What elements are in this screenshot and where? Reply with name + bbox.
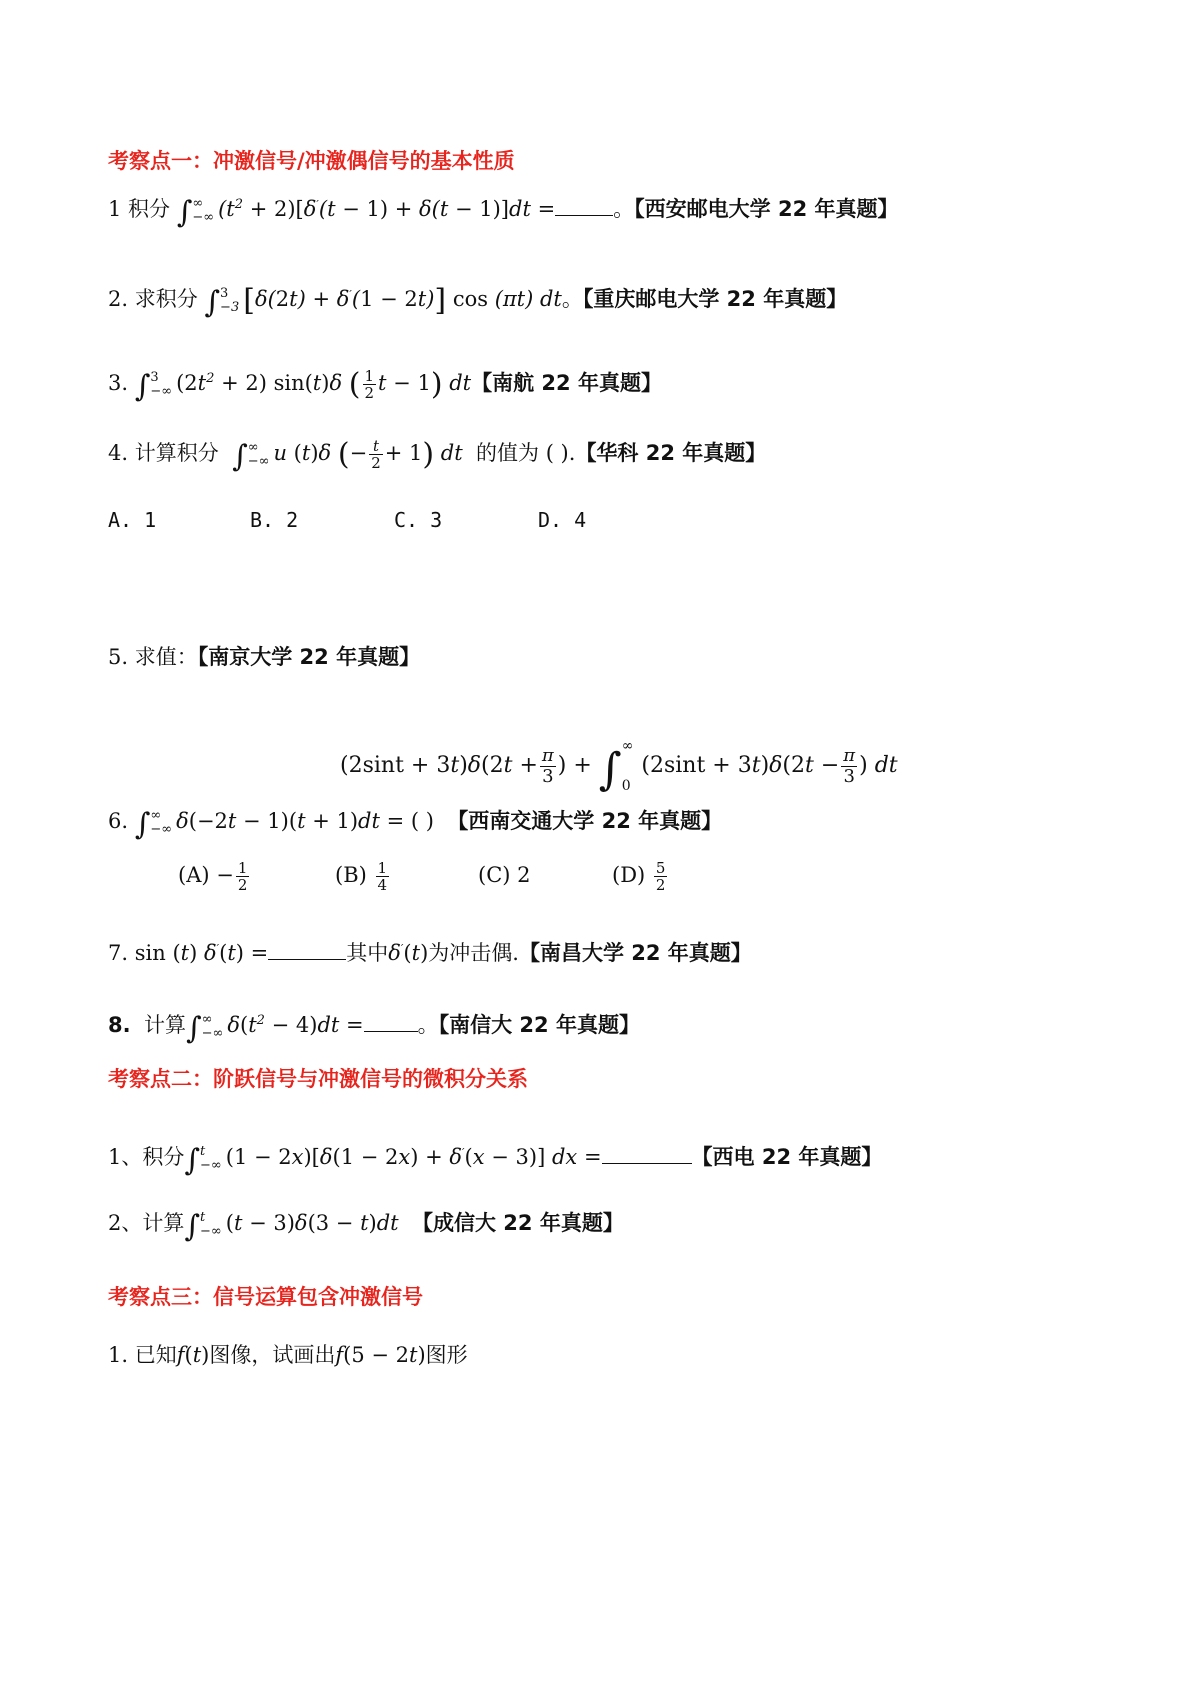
q8-prefix: 8. [108, 1013, 131, 1037]
s2q1-source: 【西电 22 年真题】 [691, 1145, 883, 1169]
q6-option-a-label: (A) [178, 863, 210, 887]
q6-source: 【西南交通大学 22 年真题】 [447, 809, 723, 833]
question-8: 8. 计算∫ ∞ −∞ $\delta(t^2 - 4)dt$ = 。【南信大 22 年真题】 [108, 1011, 640, 1046]
q2-prefix: 2. 求积分 [108, 287, 198, 311]
q4-option-b: B. 2 [250, 508, 299, 532]
q2-end: 。 [561, 287, 583, 311]
q6-option-c: (C) 2 [478, 863, 531, 887]
q3-source: 【南航 22 年真题】 [471, 371, 662, 395]
question-7: 7. sin (t) δ′(t) = 其中δ′(t)为冲击偶.【南昌大学 22 年真题】 [108, 941, 752, 965]
s2q2-prefix: 2、计算 [108, 1211, 185, 1235]
q8-end: 。 [417, 1013, 439, 1037]
q4-option-d: D. 4 [538, 508, 587, 532]
section2-question-2: 2、计算∫ t −∞ (t − 3)δ(3 − t)dt 【成信大 22 年真题】 [108, 1209, 624, 1244]
q8-word: 计算 [143, 1013, 186, 1037]
q4-mid: 的值为 ( ). [476, 441, 576, 465]
answer-blank [555, 197, 613, 216]
q6-option-a: (A) − $\frac{1}{2}$ [178, 859, 248, 894]
q6-option-d-label: (D) [612, 863, 646, 887]
s3q1-end: 图形 [425, 1343, 468, 1367]
question-6: 6. ∫ ∞ −∞ δ(−2t − 1)(t + 1)dt = ( ) 【西南交通大学 22 年真题】 [108, 807, 723, 842]
q7-source: 【南昌大学 22 年真题】 [518, 941, 752, 965]
question-3: 3. ∫ 3 −∞ $(2t^2 + 2)$ sin(t)δ ( $\frac{1}{2}$ t − 1) dt【南航 22 年真题】 [108, 367, 662, 404]
s2q1-prefix: 1、积分 [108, 1145, 185, 1169]
q2-source: 【重庆邮电大学 22 年真题】 [582, 287, 848, 311]
s3q1-mid: 图像，试画出 [209, 1343, 336, 1367]
q7-mid2: 为冲击偶. [428, 941, 519, 965]
q3-prefix: 3. [108, 371, 135, 395]
q1-prefix: 1 积分 [108, 197, 171, 221]
section3-question-1: 1. 已知f(t)图像，试画出f(5 − 2t)图形 [108, 1343, 468, 1367]
q6-option-d: (D) $\frac{5}{2}$ [612, 859, 666, 894]
q5-formula: (2sint + 3t)δ(2t + $\frac{\pi}{3}$ ) + ∫ ∞ 0 (2sint + 3t)δ(2t − $\frac{\pi}{3}$ ) dt [340, 738, 898, 795]
q6-mid: = ( ) [379, 809, 434, 833]
section-title-2: 考察点二：阶跃信号与冲激信号的微积分关系 [108, 1067, 528, 1091]
q8-source: 【南信大 22 年真题】 [438, 1013, 640, 1037]
question-1: 1 积分 ∫ ∞ −∞ $(t^2 + 2)[\delta'(t - 1) + \delta(t - 1)]dt$ = 。【西安邮电大学 22 年真题】 [108, 195, 899, 230]
question-2: 2. 求积分 ∫ 3 −3 [δ(2t) + δ′(1 − 2t)] cos (πt) dt。【重庆邮电大学 22 年真题】 [108, 283, 848, 320]
q4-option-c: C. 3 [394, 508, 443, 532]
q1-source: 【西安邮电大学 22 年真题】 [634, 197, 899, 221]
q6-prefix: 6. [108, 809, 135, 833]
s2q2-source: 【成信大 22 年真题】 [411, 1211, 624, 1235]
section-title-3: 考察点三：信号运算包含冲激信号 [108, 1285, 423, 1309]
q6-option-b: (B) $\frac{1}{4}$ [335, 859, 388, 894]
section-title-1: 考察点一：冲激信号/冲激偶信号的基本性质 [108, 149, 515, 173]
q1-end: 。 [613, 197, 635, 221]
q4-source: 【华科 22 年真题】 [575, 441, 767, 465]
answer-blank [268, 941, 346, 960]
q4-option-a: A. 1 [108, 508, 157, 532]
question-4: 4. 计算积分 ∫ ∞ −∞ u (t)δ (− $\frac{t}{2}$ + 1) dt 的值为 ( ).【华科 22 年真题】 [108, 437, 767, 474]
question-5 [108, 642, 420, 672]
section2-question-1: 1、积分∫ t −∞ (1 − 2x)[δ(1 − 2x) + δ′(x − 3)] dx = 【西电 22 年真题】 [108, 1143, 883, 1178]
q5-prefix: 5. 求值： [108, 645, 198, 669]
q7-mid: 其中 [346, 941, 389, 965]
s3q1-prefix: 1. 已知 [108, 1343, 177, 1367]
answer-blank [602, 1145, 692, 1164]
q4-prefix: 4. 计算积分 [108, 441, 219, 465]
q6-option-b-label: (B) [335, 863, 367, 887]
q7-prefix: 7. [108, 941, 135, 965]
answer-blank [364, 1013, 418, 1032]
q5-source: 【南京大学 22 年真题】 [197, 645, 421, 669]
